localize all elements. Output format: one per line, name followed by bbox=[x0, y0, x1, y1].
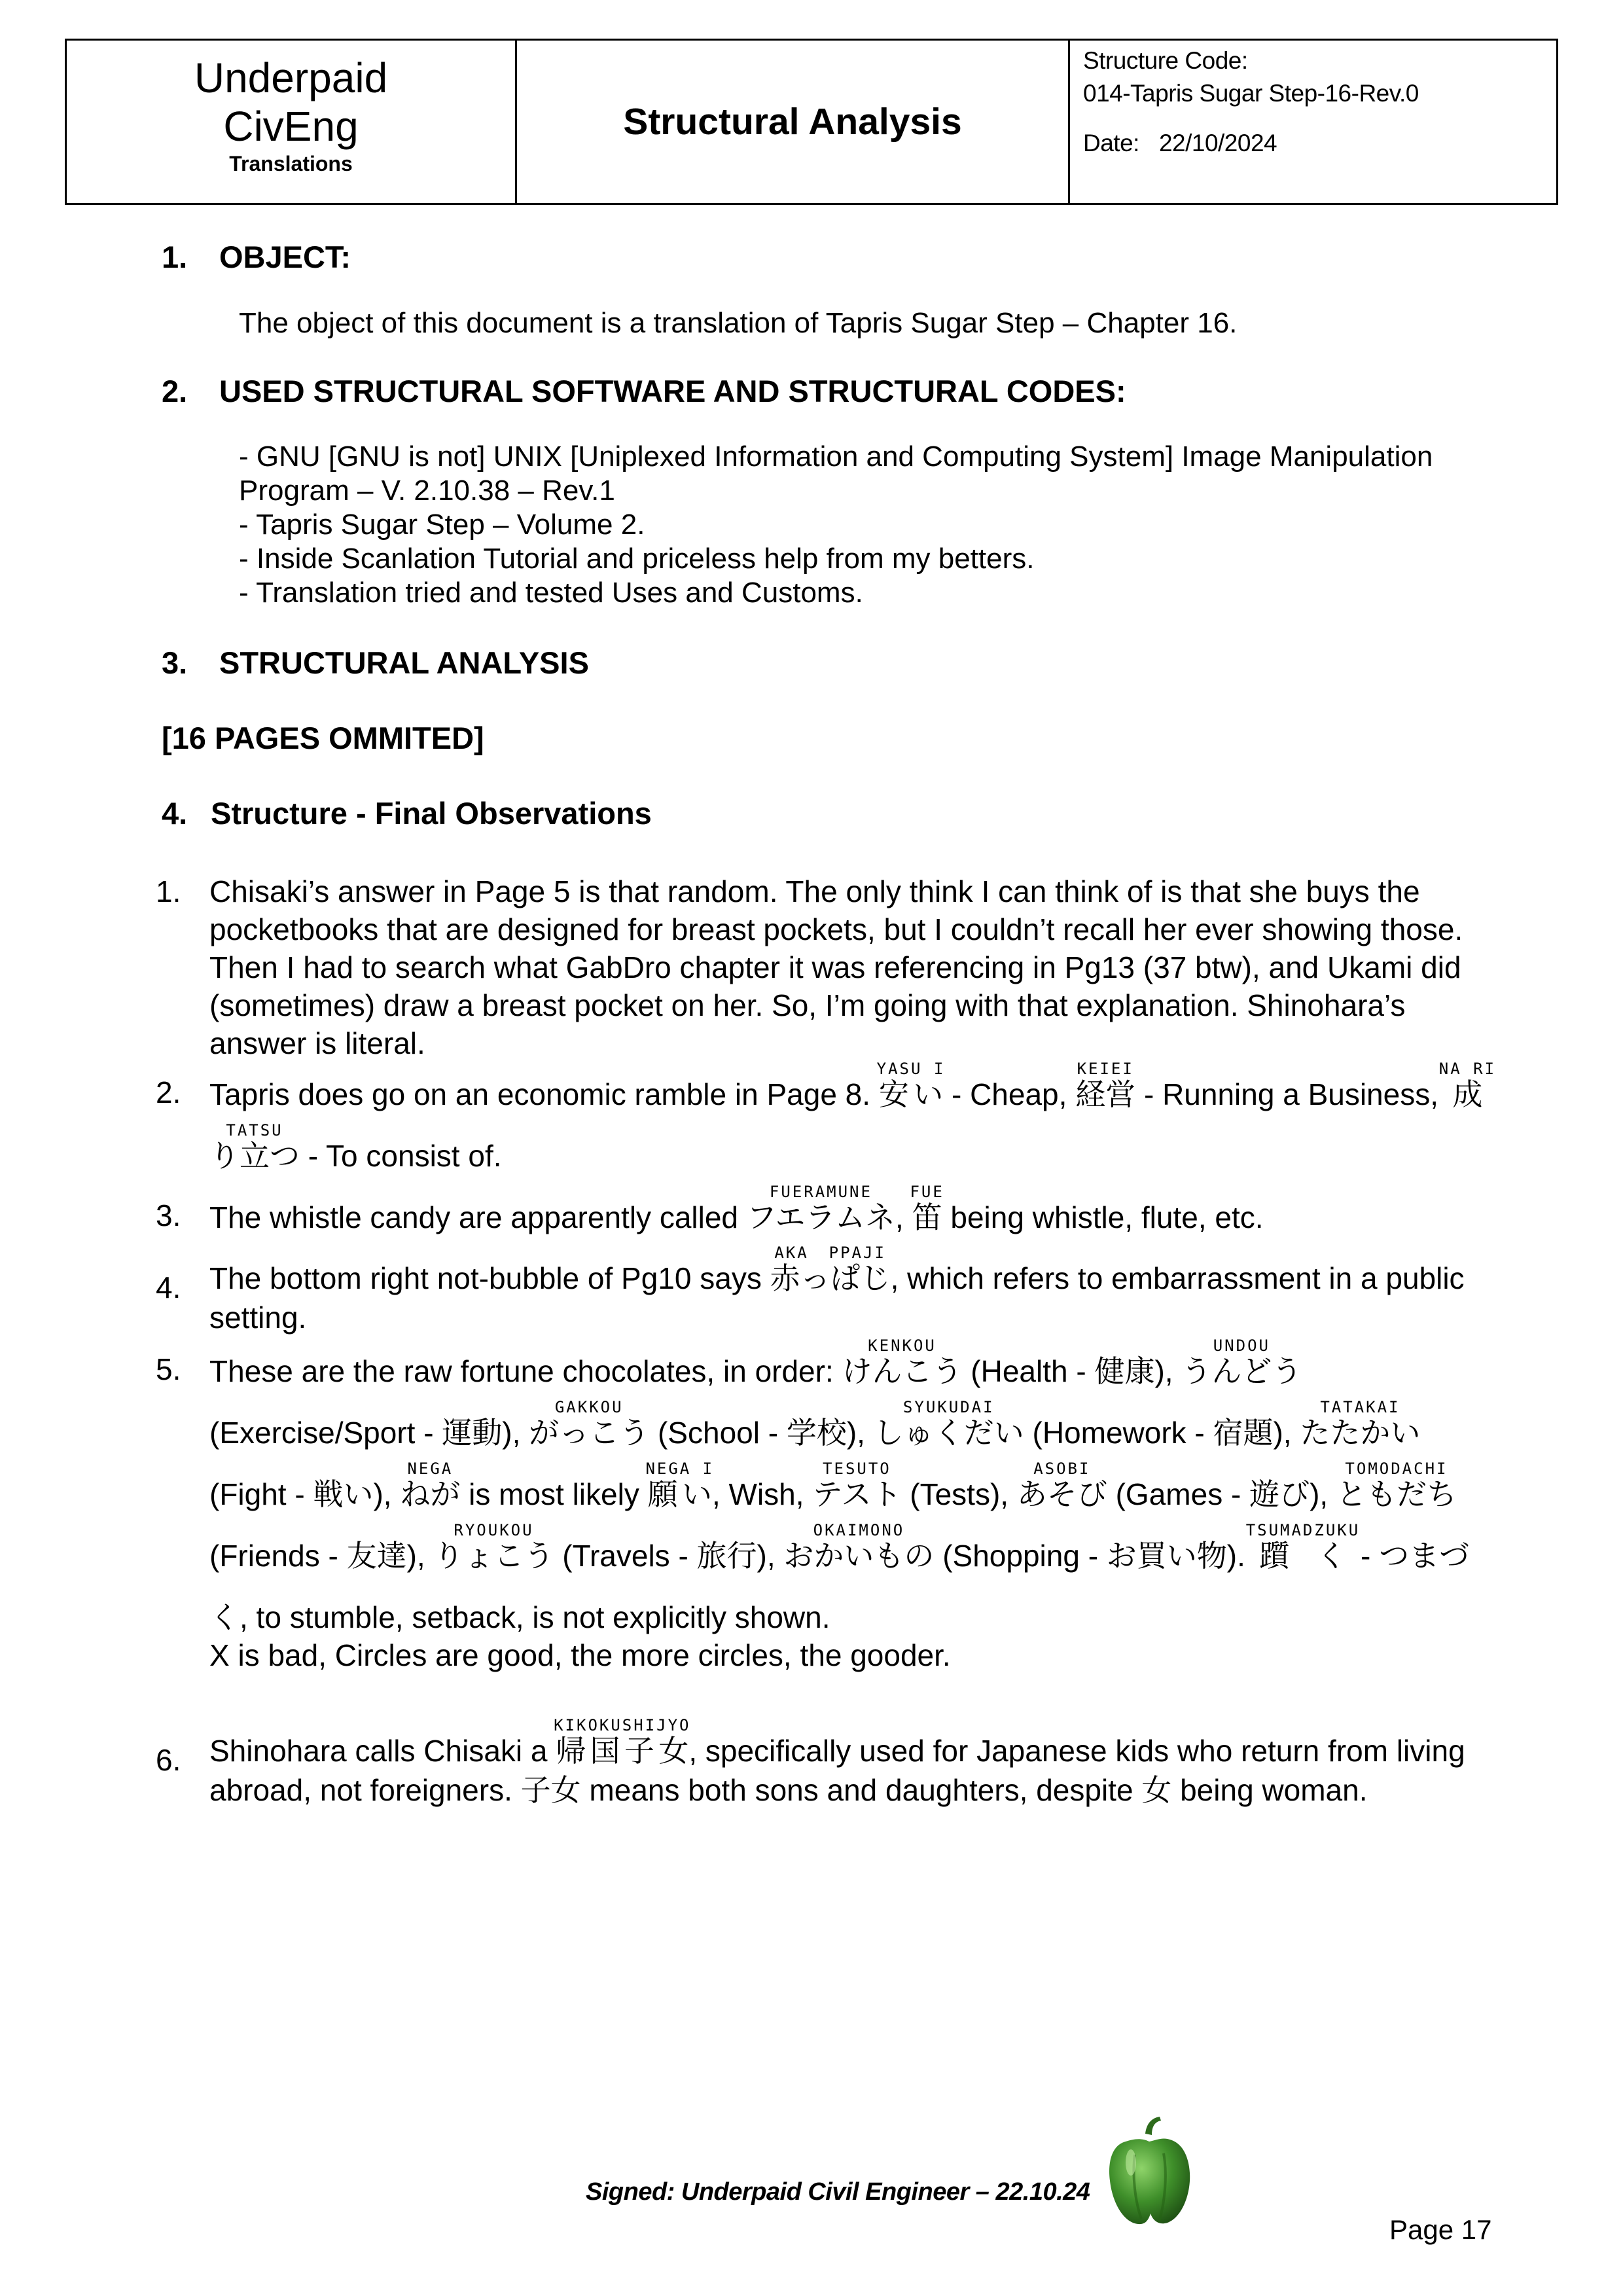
section-number: 2. bbox=[162, 374, 188, 408]
item-text: The whistle candy are apparently called bbox=[209, 1200, 747, 1234]
romaji-reading: FUE bbox=[910, 1183, 944, 1201]
romaji-reading: KIKOKUSHIJYO bbox=[554, 1716, 691, 1734]
header-org-cell bbox=[67, 41, 517, 203]
date-row bbox=[1083, 127, 1556, 160]
header-title-cell bbox=[517, 41, 1070, 203]
structure-code-label: Structure Code: bbox=[1083, 47, 1248, 74]
japanese-term: テストTESUTO bbox=[812, 1460, 902, 1512]
japanese-term: ともだちTOMODACHI bbox=[1336, 1460, 1457, 1512]
observation-item-3: 3. The whistle candy are apparently called フエラムネFUERAMUNE, 笛FUE being whistle, flute, etc. bbox=[209, 1185, 1505, 1248]
item-text: These are the raw fortune chocolates, in order: bbox=[209, 1354, 842, 1388]
item-5-note: X is bad, Circles are good, the more circles, the gooder. bbox=[209, 1638, 951, 1672]
item-number: 1. bbox=[156, 874, 181, 908]
romaji-reading: FUERAMUNE bbox=[746, 1183, 896, 1201]
structure-code-value: 014-Tapris Sugar Step-16-Rev.0 bbox=[1083, 80, 1419, 107]
item-text: Tapris does go on an economic ramble in Page 8. bbox=[209, 1077, 879, 1111]
org-subtitle: Translations bbox=[229, 152, 353, 175]
romaji-reading: YASU I bbox=[876, 1060, 946, 1078]
item-number: 3. bbox=[156, 1198, 181, 1232]
japanese-term: たたかいTATAKAI bbox=[1300, 1398, 1421, 1450]
japanese-term: けんこうKENKOU bbox=[842, 1336, 963, 1389]
item-number: 6. bbox=[156, 1743, 181, 1777]
japanese-term: 成り立つNA RI TATSU bbox=[209, 1060, 1497, 1174]
object-text: The object of this document is a translation of Tapris Sugar Step – Chapter 16. bbox=[239, 307, 1238, 339]
page-number: Page 17 bbox=[1389, 2214, 1492, 2245]
section-number: 4. bbox=[162, 796, 188, 831]
japanese-term: うんどうUNDOU bbox=[1181, 1336, 1302, 1389]
japanese-term: りょこうRYOUKOU bbox=[433, 1521, 554, 1573]
document-title: Structural Analysis bbox=[623, 101, 962, 143]
section-title: USED STRUCTURAL SOFTWARE AND STRUCTURAL CODES: bbox=[219, 374, 1126, 408]
item-number: 4. bbox=[156, 1270, 181, 1304]
section-3-heading bbox=[162, 645, 589, 681]
section-title: OBJECT: bbox=[219, 240, 351, 274]
japanese-term: 躓くTSUMADZUKU bbox=[1245, 1521, 1361, 1573]
japanese-term: がっこうGAKKOU bbox=[529, 1398, 650, 1450]
item-text: The bottom right not-bubble of Pg10 says bbox=[209, 1261, 770, 1295]
signature-line: Signed: Underpaid Civil Engineer – 22.10.24 bbox=[586, 2178, 1090, 2206]
observation-item-1 bbox=[156, 872, 1505, 1062]
japanese-term: 経営KEIEI bbox=[1075, 1060, 1136, 1112]
observation-item-2: 2. Tapris does go on an economic ramble in Page 8. 安いYASU I - Cheap, 経営KEIEI - Running a Business, 成り立つNA RI TATSU - To consist of. bbox=[156, 1060, 1497, 1174]
observation-item-6: 6. Shinohara calls Chisaki a 帰国子女KIKOKUSHIJYO, specifically used for Japanese kids who return from living abroad, not foreigners. 子女 means both sons and daughters, despite 女 being woman. bbox=[156, 1716, 1465, 1807]
romaji-reading: NA RI TATSU bbox=[209, 1060, 1497, 1139]
romaji-reading: AKA PPAJI bbox=[770, 1244, 891, 1262]
japanese-term: 赤っぱじAKA PPAJI bbox=[770, 1244, 891, 1296]
date-label: Date: bbox=[1083, 130, 1139, 156]
japanese-term: しゅくだいSYUKUDAI bbox=[873, 1398, 1024, 1450]
item-number: 5. bbox=[156, 1352, 181, 1386]
section-title: STRUCTURAL ANALYSIS bbox=[219, 645, 589, 680]
japanese-term: 願いNEGA I bbox=[645, 1460, 715, 1512]
org-name-line1: Underpaid bbox=[194, 54, 388, 101]
japanese-term: おかいものOKAIMONO bbox=[783, 1521, 935, 1573]
section-number: 3. bbox=[162, 645, 188, 680]
green-bell-pepper-icon bbox=[1099, 2115, 1198, 2227]
omitted-pages-note: [16 PAGES OMMITED] bbox=[162, 721, 484, 755]
section-2-heading bbox=[162, 373, 1126, 409]
romaji-reading: KEIEI bbox=[1075, 1060, 1136, 1078]
item-number: 2. bbox=[156, 1075, 181, 1109]
observation-item-4: 4. The bottom right not-bubble of Pg10 says 赤っぱじAKA PPAJI, which refers to embarrassment in a public setting. bbox=[156, 1244, 1465, 1335]
header-meta-cell bbox=[1070, 41, 1556, 203]
japanese-term: フエラムネFUERAMUNE bbox=[746, 1183, 896, 1235]
header-table bbox=[65, 39, 1558, 205]
japanese-term: ねがNEGA bbox=[400, 1460, 461, 1512]
section-number: 1. bbox=[162, 240, 188, 274]
software-line: - GNU [GNU is not] UNIX [Uniplexed Information and Computing System] Image Manipulation bbox=[239, 440, 1433, 473]
section-1-heading bbox=[162, 239, 351, 275]
software-line: - Tapris Sugar Step – Volume 2. bbox=[239, 509, 645, 541]
item-text: Shinohara calls Chisaki a bbox=[209, 1734, 556, 1768]
software-line: - Translation tried and tested Uses and Customs. bbox=[239, 577, 863, 609]
software-line: Program – V. 2.10.38 – Rev.1 bbox=[239, 475, 615, 507]
software-line: - Inside Scanlation Tutorial and priceless help from my betters. bbox=[239, 543, 1035, 575]
section-title: Structure - Final Observations bbox=[211, 796, 652, 831]
observation-item-5: 5. These are the raw fortune chocolates, in order: けんこうKENKOU (Health - 健康), うんどうUNDOU (Exercise/Sport - 運動), がっこうGAKKOU (School - 学校), しゅくだいSYUKUDAI (Homework - 宿題), たたかいTATAKAI (Fight - 戦い), ねがNEGA is most likely 願いNEGA I, Wish, テストTESUTO (Tests), あそびASOBI (Games - 遊び), ともだちTOMODACHI (Friends - 友達), りょこうRYOUKOU (Travels - 旅行), おかいものOKAIMONO (Shopping - お買い物). 躓くTSUMADZUKU - つまづく, to stumble, setback, is not explicitly shown. X is bad, Circles are good, the more circles, the gooder. bbox=[209, 1338, 1505, 1674]
section-4-heading bbox=[162, 795, 652, 831]
item-text: Chisaki’s answer in Page 5 is that random. The only think I can think of is that she buys the pocketbooks that are designed for breast pockets, but I couldn’t recall her ever showing those. Then I had to search what GabDro chapter it was referencing in Pg13 (37 btw), and Ukami did (sometimes) draw a breast pocket on her. So, I’m going with that explanation. Shinohara’s answer is literal. bbox=[209, 874, 1463, 1060]
japanese-term: あそびASOBI bbox=[1016, 1460, 1107, 1512]
japanese-term: 帰国子女KIKOKUSHIJYO bbox=[554, 1716, 691, 1768]
japanese-term: 笛FUE bbox=[910, 1183, 944, 1235]
software-list bbox=[239, 440, 1433, 610]
date-value: 22/10/2024 bbox=[1158, 130, 1277, 156]
org-name-line2: CivEng bbox=[223, 103, 359, 150]
japanese-term: 安いYASU I bbox=[876, 1060, 946, 1112]
